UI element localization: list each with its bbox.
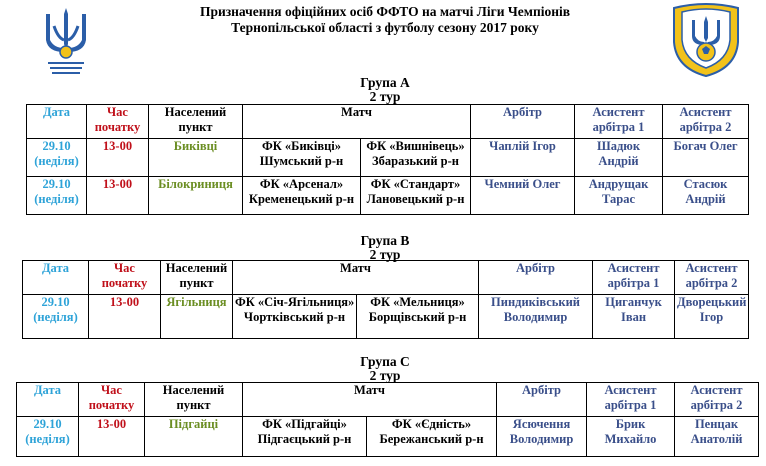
group-c-table bbox=[16, 382, 759, 457]
group-a-heading bbox=[290, 76, 480, 104]
page-title bbox=[130, 4, 640, 36]
federation-emblem-left bbox=[40, 4, 92, 82]
assistant-1: Циганчук Іван bbox=[593, 295, 675, 339]
header-date: Дата bbox=[17, 383, 79, 417]
header-match: Матч bbox=[243, 383, 497, 417]
header-assistant-1: Асистент арбітра 1 bbox=[593, 261, 675, 295]
group-b-heading bbox=[290, 234, 480, 262]
match-place: Білокриниця bbox=[149, 177, 243, 215]
title-line-1: Призначення офіційних осіб ФФТО на матчі Ліги Чемпіонів bbox=[199, 4, 571, 19]
header-time: Час початку bbox=[87, 105, 149, 139]
table-header-row bbox=[23, 261, 749, 295]
group-a-title: Група А bbox=[360, 75, 410, 90]
home-team: ФК «Биківці» Шумський р-н bbox=[243, 139, 361, 177]
header-place: Населений пункт bbox=[161, 261, 233, 295]
table-header-row bbox=[17, 383, 759, 417]
home-team: ФК «Арсенал» Кременецький р-н bbox=[243, 177, 361, 215]
match-time: 13-00 bbox=[89, 295, 161, 339]
header-assistant-1: Асистент арбітра 1 bbox=[587, 383, 675, 417]
match-time: 13-00 bbox=[87, 139, 149, 177]
match-date: 29.10 (неділя) bbox=[27, 139, 87, 177]
group-a-round: 2 тур bbox=[369, 89, 401, 104]
away-team: ФК «Єдність» Бережанський р-н bbox=[367, 417, 497, 457]
federation-emblem-right bbox=[670, 2, 742, 78]
referee: Чемний Олег bbox=[471, 177, 575, 215]
header-match: Матч bbox=[243, 105, 471, 139]
header-assistant-2: Асистент арбітра 2 bbox=[675, 261, 749, 295]
match-time: 13-00 bbox=[79, 417, 145, 457]
home-team: ФК «Січ-Ягільниця» Чортківський р-н bbox=[233, 295, 357, 339]
assistant-1: Шадюк Андрій bbox=[575, 139, 663, 177]
table-row bbox=[27, 177, 749, 215]
referee: Пиндиківський Володимир bbox=[479, 295, 593, 339]
header-place: Населений пункт bbox=[145, 383, 243, 417]
match-date: 29.10 (неділя) bbox=[17, 417, 79, 457]
header-assistant-1: Асистент арбітра 1 bbox=[575, 105, 663, 139]
away-team: ФК «Вишнівець» Збаразький р-н bbox=[361, 139, 471, 177]
group-c-round: 2 тур bbox=[369, 368, 401, 383]
header-assistant-2: Асистент арбітра 2 bbox=[675, 383, 759, 417]
header-date: Дата bbox=[23, 261, 89, 295]
table-header-row bbox=[27, 105, 749, 139]
header-referee: Арбітр bbox=[497, 383, 587, 417]
match-time: 13-00 bbox=[87, 177, 149, 215]
assistant-1: Брик Михайло bbox=[587, 417, 675, 457]
header-time: Час початку bbox=[79, 383, 145, 417]
group-c-title: Група С bbox=[360, 354, 410, 369]
referee: Чаплій Ігор bbox=[471, 139, 575, 177]
assistant-1: Андрущак Тарас bbox=[575, 177, 663, 215]
match-place: Підгайці bbox=[145, 417, 243, 457]
match-date: 29.10 (неділя) bbox=[23, 295, 89, 339]
title-line-2: Тернопільської області з футболу сезону 2017 року bbox=[231, 20, 539, 35]
header-match: Матч bbox=[233, 261, 479, 295]
referee: Ясючення Володимир bbox=[497, 417, 587, 457]
header-time: Час початку bbox=[89, 261, 161, 295]
away-team: ФК «Стандарт» Лановецький р-н bbox=[361, 177, 471, 215]
header-place: Населений пункт bbox=[149, 105, 243, 139]
match-date: 29.10 (неділя) bbox=[27, 177, 87, 215]
header-referee: Арбітр bbox=[471, 105, 575, 139]
home-team: ФК «Підгайці» Підгаєцький р-н bbox=[243, 417, 367, 457]
table-row bbox=[27, 139, 749, 177]
header-referee: Арбітр bbox=[479, 261, 593, 295]
assistant-2: Богач Олег bbox=[663, 139, 749, 177]
assistant-2: Пенцак Анатолій bbox=[675, 417, 759, 457]
assistant-2: Дворецький Ігор bbox=[675, 295, 749, 339]
match-place: Биківці bbox=[149, 139, 243, 177]
away-team: ФК «Мельниця» Борщівський р-н bbox=[357, 295, 479, 339]
assistant-2: Стасюк Андрій bbox=[663, 177, 749, 215]
header-date: Дата bbox=[27, 105, 87, 139]
group-b-table bbox=[22, 260, 749, 339]
group-c-heading bbox=[290, 355, 480, 383]
table-row bbox=[23, 295, 749, 339]
header-assistant-2: Асистент арбітра 2 bbox=[663, 105, 749, 139]
table-row bbox=[17, 417, 759, 457]
group-b-title: Група В bbox=[360, 233, 410, 248]
match-place: Ягільниця bbox=[161, 295, 233, 339]
group-a-table bbox=[26, 104, 749, 215]
group-b-round: 2 тур bbox=[369, 247, 401, 262]
